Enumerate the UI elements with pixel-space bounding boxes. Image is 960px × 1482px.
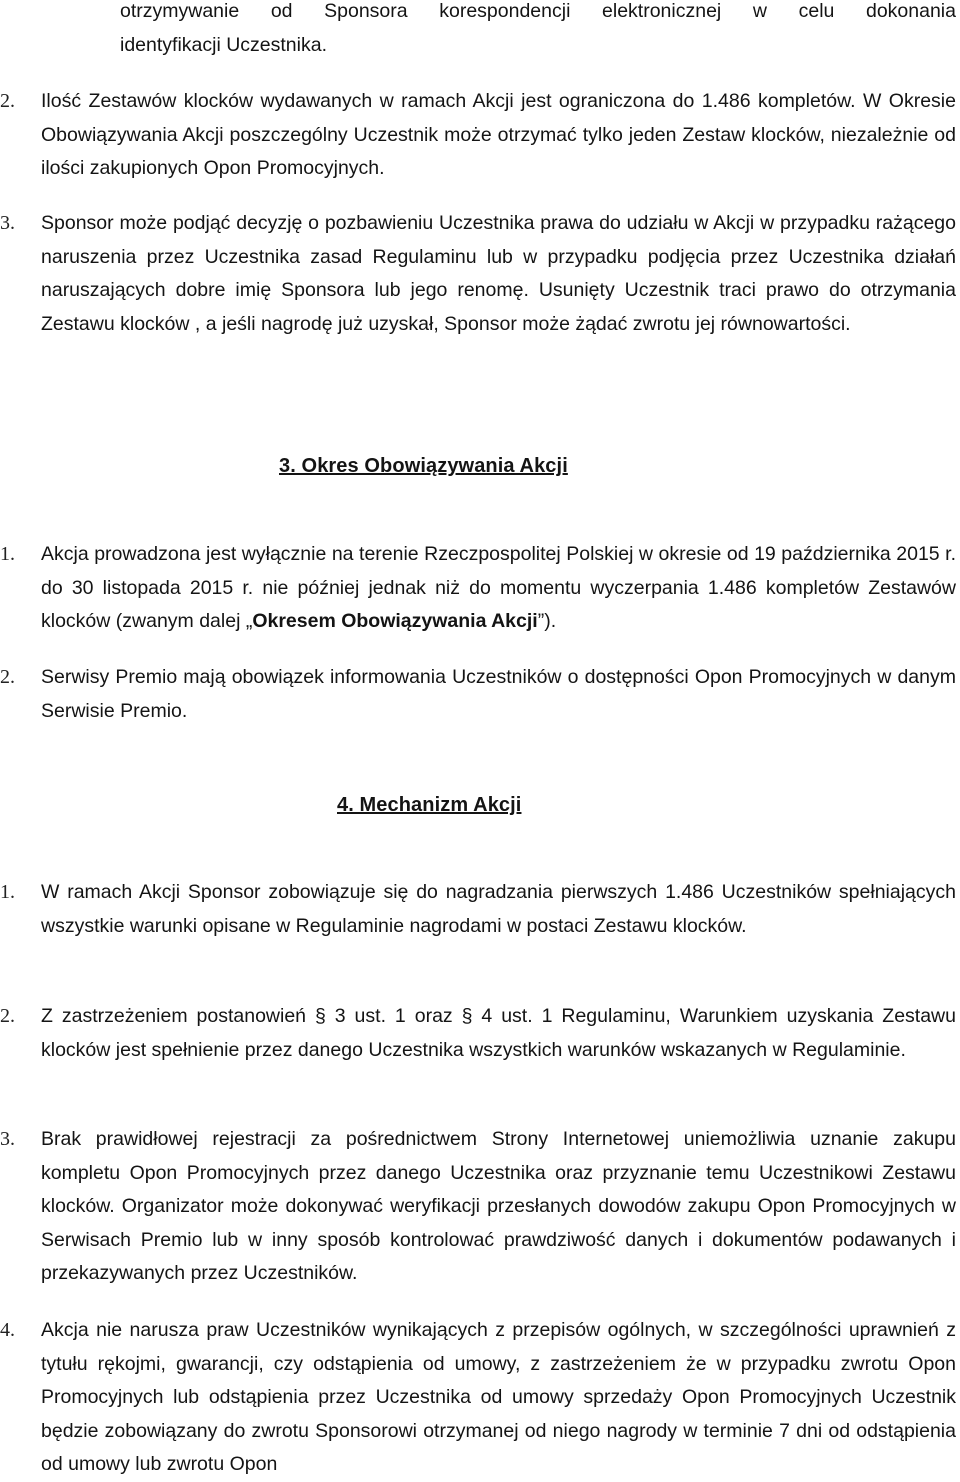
list-item-text: Akcja nie narusza praw Uczestników wynikających z przepisów ogólnych, w szczególności uprawnień z tytułu rękojmi, gwarancji, czy odstąpienia od umowy, z zastrzeżeniem że w przypadku zwrotu Opon Promocyjnych lub odstąpienia przez Uczestnika od umowy sprzedaży Opon Promocyjnych Uczestnik będzie zobowiązany do zwrotu Sponsorowi otrzymanej od niego nagrody w terminie 7 dni od odstąpienia od umowy lub zwrotu Opon — [41, 1319, 956, 1475]
list-item-number: 4. — [0, 1319, 15, 1341]
list-item-text: Brak prawidłowej rejestracji za pośrednictwem Strony Internetowej uniemożliwia uznanie zakupu kompletu Opon Promocyjnych przez danego Uczestnika oraz przyznanie temu Uczestnikowi Zestawu klocków. Organizator może dokonywać weryfikacji przesłanych dowodów zakupu Opon Promocyjnych w Serwisach Premio lub w inny sposób kontrolować prawdziwość danych i dokumentów podawanych i przekazywanych przez Uczestników. — [41, 1128, 956, 1284]
intro-paragraph — [120, 0, 956, 62]
list-item — [0, 876, 956, 943]
list-item-number: 3. — [0, 1128, 15, 1150]
list-item-number: 2. — [0, 666, 15, 688]
list-item-number: 2. — [0, 1005, 15, 1027]
intro-line-1: otrzymywanie od Sponsora korespondencji elektronicznej w celu dokonania — [120, 0, 956, 22]
intro-line-2: identyfikacji Uczestnika. — [120, 33, 327, 56]
list-item-text-part: Akcja prowadzona jest wyłącznie na terenie Rzeczpospolitej Polskiej w okresie od 19 października 2015 r. do 30 listopada 2015 r. nie później jednak niż do momentu wyczerpania 1.486 kompletów Zestawów klocków (zwanym dalej „ — [41, 543, 956, 632]
list-item-number: 1. — [0, 543, 15, 565]
defined-term: Okresem Obowiązywania Akcji — [252, 610, 538, 632]
list-item-text-part: ”). — [537, 610, 557, 632]
list-item-number: 2. — [0, 90, 15, 112]
list-item-number: 1. — [0, 881, 15, 903]
list-item-number: 3. — [0, 212, 15, 234]
section-heading: 3. Okres Obowiązywania Akcji — [279, 455, 568, 477]
list-item — [0, 207, 956, 341]
list-item — [0, 85, 956, 186]
section-heading: 4. Mechanizm Akcji — [337, 794, 522, 816]
list-item — [0, 538, 956, 639]
list-item-text: Ilość Zestawów klocków wydawanych w ramach Akcji jest ograniczona do 1.486 kompletów. W Okresie Obowiązywania Akcji poszczególny Uczestnik może otrzymać tylko jeden Zestaw klocków, niezależnie od ilości zakupionych Opon Promocyjnych. — [41, 90, 956, 179]
list-item — [0, 661, 956, 728]
list-item-text — [41, 538, 956, 639]
list-item — [0, 1000, 956, 1067]
list-item-text: Z zastrzeżeniem postanowień § 3 ust. 1 oraz § 4 ust. 1 Regulaminu, Warunkiem uzyskania Zestawu klocków jest spełnienie przez danego Uczestnika wszystkich warunków wskazanych w Regulaminie. — [41, 1005, 956, 1061]
list-item-text: Serwisy Premio mają obowiązek informowania Uczestników o dostępności Opon Promocyjnych w danym Serwisie Premio. — [41, 666, 956, 722]
list-item-text: Sponsor może podjąć decyzję o pozbawieniu Uczestnika prawa do udziału w Akcji w przypadku rażącego naruszenia przez Uczestnika zasad Regulaminu lub w przypadku podjęcia przez Uczestnika działań naruszających dobre imię Sponsora lub jego renomę. Usunięty Uczestnik traci prawo do otrzymania Zestawu klocków , a jeśli nagrodę już uzyskał, Sponsor może żądać zwrotu jej równowartości. — [41, 212, 956, 335]
list-item — [0, 1123, 956, 1291]
list-item-text: W ramach Akcji Sponsor zobowiązuje się do nagradzania pierwszych 1.486 Uczestników spełniających wszystkie warunki opisane w Regulaminie nagrodami w postaci Zestawu klocków. — [41, 881, 956, 937]
list-item — [0, 1314, 956, 1482]
